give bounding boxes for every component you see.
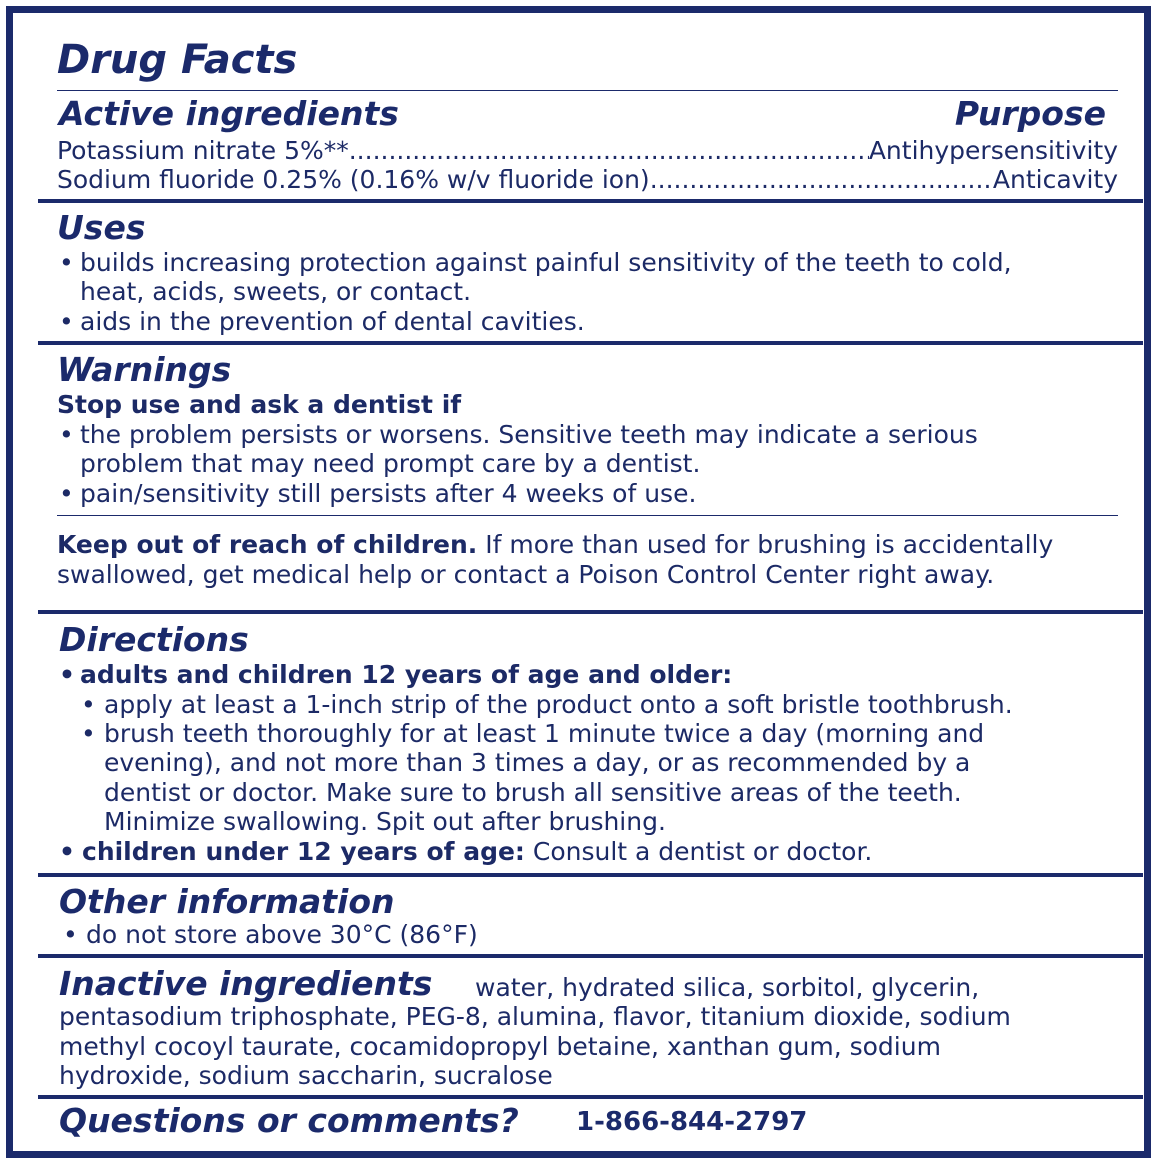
inactive-ingredients-text: hydroxide, sodium saccharin, sucralose [59, 1061, 553, 1090]
drug-facts-panel [6, 6, 1151, 1158]
bullet-icon: • [59, 420, 74, 449]
directions-adult-item-continuation: Minimize swallowing. Spit out after brushing. [104, 807, 666, 836]
uses-heading: Uses [57, 208, 146, 247]
inactive-ingredients-heading: Inactive ingredients [59, 964, 433, 1003]
directions-children [82, 837, 872, 867]
bullet-icon: • [59, 248, 74, 277]
warning-item-continuation: problem that may need prompt care by a dentist. [80, 449, 701, 478]
ingredient-name: Potassium nitrate 5%** [57, 136, 349, 165]
uses-item-continuation: heat, acids, sweets, or contact. [80, 277, 472, 306]
directions-heading: Directions [59, 620, 249, 659]
keep-out-text: If more than used for brushing is accidentally [477, 530, 1054, 559]
directions-children-text: Consult a dentist or doctor. [524, 837, 873, 866]
uses-item: aids in the prevention of dental cavities. [80, 307, 585, 336]
directions-adult-item: brush teeth thoroughly for at least 1 minute twice a day (morning and [104, 719, 985, 748]
section-divider [38, 954, 1143, 958]
inactive-ingredients-text: pentasodium triphosphate, PEG-8, alumina, flavor, titanium dioxide, sodium [59, 1002, 1011, 1031]
bullet-icon: • [59, 837, 75, 866]
bullet-icon: • [59, 307, 74, 336]
directions-adults-label: adults and children 12 years of age and older: [80, 660, 733, 689]
divider [57, 90, 1118, 91]
warning-item: pain/sensitivity still persists after 4 weeks of use. [80, 479, 697, 508]
dot-leader [650, 165, 993, 195]
directions-adult-item: apply at least a 1-inch strip of the product onto a soft bristle toothbrush. [104, 690, 1013, 719]
warning-item: the problem persists or worsens. Sensitive teeth may indicate a serious [80, 420, 978, 449]
section-divider [38, 1095, 1143, 1099]
directions-children-label: children under 12 years of age: [82, 837, 525, 866]
bullet-icon: • [63, 920, 78, 949]
dot-leader [349, 136, 869, 166]
bullet-icon: • [81, 690, 96, 719]
inactive-ingredients-text: methyl cocoyl taurate, cocamidopropyl betaine, xanthan gum, sodium [59, 1032, 941, 1061]
active-ingredients-heading: Active ingredients [59, 94, 399, 133]
divider [57, 515, 1118, 516]
questions-heading: Questions or comments? [59, 1101, 519, 1140]
directions-adult-item-continuation: dentist or doctor. Make sure to brush all sensitive areas of the teeth. [104, 778, 962, 807]
warnings-subheading: Stop use and ask a dentist if [57, 390, 462, 419]
section-divider [38, 873, 1143, 877]
phone-number: 1-866-844-2797 [576, 1107, 808, 1137]
ingredient-name: Sodium fluoride 0.25% (0.16% w/v fluoride ion) [57, 165, 650, 194]
inactive-ingredients-text: water, hydrated silica, sorbitol, glycerin, [475, 973, 980, 1002]
ingredient-purpose: Anticavity [992, 165, 1118, 194]
section-divider [38, 199, 1143, 203]
keep-out-warning [57, 530, 1053, 560]
purpose-heading: Purpose [954, 94, 1106, 133]
uses-item: builds increasing protection against painful sensitivity of the teeth to cold, [80, 248, 1012, 277]
bullet-icon: • [81, 719, 96, 748]
active-ingredient-row [57, 165, 1118, 195]
section-divider [38, 610, 1143, 614]
bullet-icon: • [59, 479, 74, 508]
keep-out-label: Keep out of reach of children. [57, 530, 478, 559]
bullet-icon: • [59, 660, 75, 689]
page-title: Drug Facts [57, 37, 298, 83]
keep-out-text-continuation: swallowed, get medical help or contact a Poison Control Center right away. [57, 560, 995, 589]
other-information-heading: Other information [59, 882, 395, 921]
section-divider [38, 341, 1143, 345]
ingredient-purpose: Antihypersensitivity [868, 136, 1118, 165]
other-information-item: do not store above 30°C (86°F) [86, 920, 478, 949]
active-ingredient-row [57, 136, 1118, 166]
directions-adult-item-continuation: evening), and not more than 3 times a day, or as recommended by a [104, 748, 971, 777]
warnings-heading: Warnings [57, 350, 232, 389]
